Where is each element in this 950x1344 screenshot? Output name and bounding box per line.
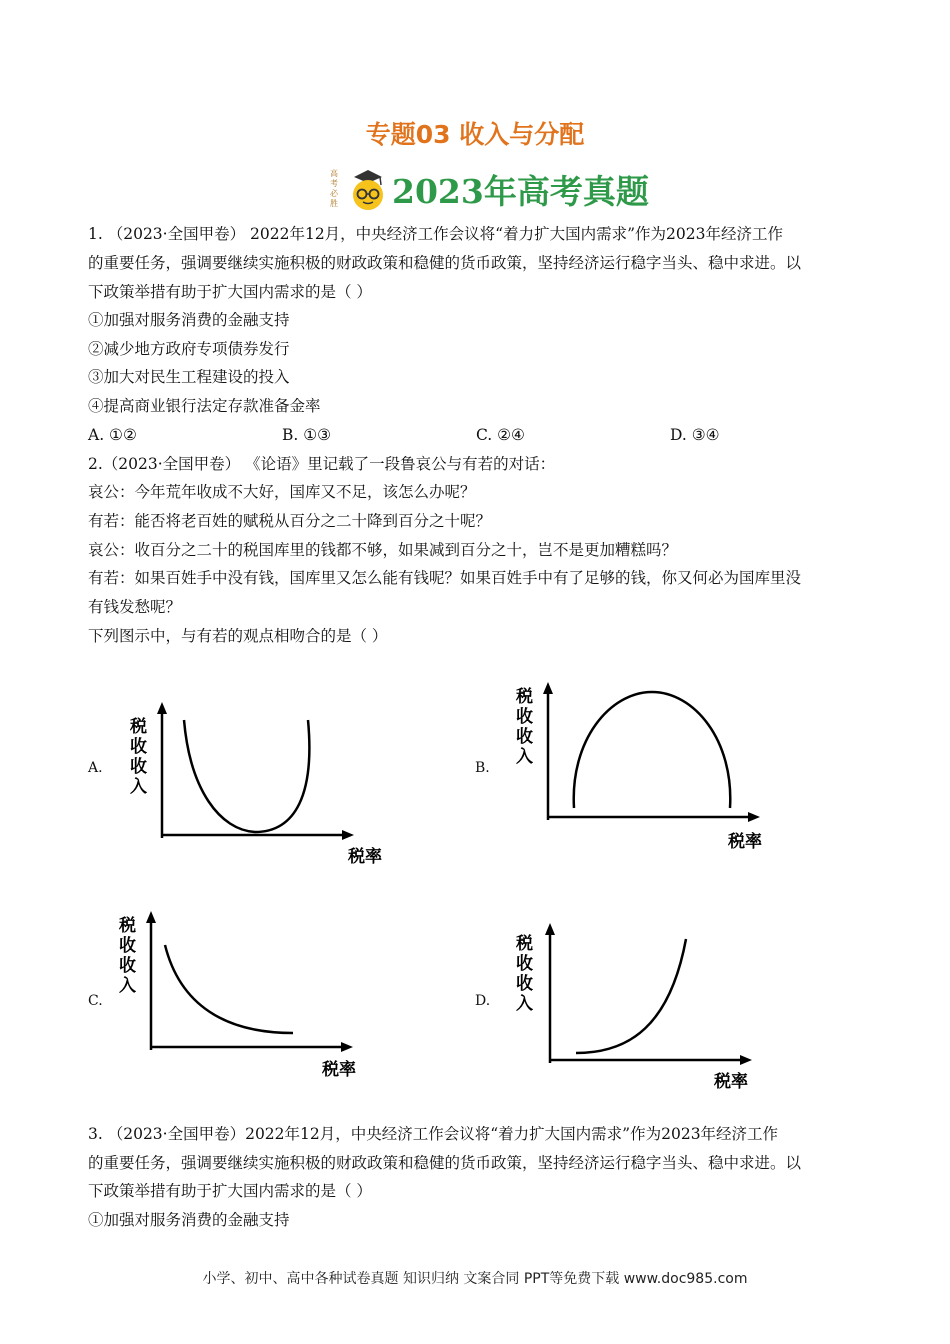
figure-c-ylabel-char: 入 (119, 976, 136, 996)
figure-a-xlabel: 税率 (348, 847, 382, 867)
q2-line: 哀公：收百分之二十的税国库里的钱都不够，如果减到百分之十，岂不是更加糟糕吗？ (88, 541, 678, 559)
figure-c-ylabel-char: 收 (119, 956, 136, 976)
figure-d-ylabel-char: 收 (516, 974, 533, 994)
q1-option-d: D. ③④ (670, 426, 720, 444)
q2-line: 哀公：今年荒年收成不大好，国库又不足，该怎么办呢？ (88, 483, 476, 501)
figure-a-ylabel-char: 入 (130, 777, 147, 797)
figure-a-ylabel-char: 收 (130, 737, 147, 757)
banner-title: 2023年高考真题 (392, 171, 649, 211)
page-title: 专题03 收入与分配 (365, 120, 585, 149)
figure-b-letter: B. (475, 760, 490, 776)
mascot-icon (348, 167, 388, 211)
figure-c-ylabel-char: 税 (119, 916, 136, 936)
q1-line: 1. （2023·全国甲卷） 2022年12月，中央经济工作会议将“着力扩大国内需求”作为2023年经济工作 (88, 225, 783, 243)
q2-line: 有若：能否将老百姓的赋税从百分之二十降到百分之十呢？ (88, 512, 492, 530)
figure-d-ylabel-char: 税 (516, 934, 533, 954)
q3-line: 3. （2023·全国甲卷）2022年12月，中央经济工作会议将“着力扩大国内需求”作为2023年经济工作 (88, 1125, 779, 1143)
figure-d-ylabel-char: 入 (516, 994, 533, 1014)
q1-line: 下政策举措有助于扩大国内需求的是（ ） (88, 283, 372, 301)
figure-d-ylabel-char: 收 (516, 954, 533, 974)
figure-c-xlabel: 税率 (322, 1060, 356, 1080)
figure-c (115, 905, 385, 1085)
page-footer: 小学、初中、高中各种试卷真题 知识归纳 文案合同 PPT等免费下载 www.doc985.com (202, 1271, 748, 1287)
figure-a-ylabel-char: 税 (130, 717, 147, 737)
q1-option-a: A. ①② (88, 426, 137, 444)
q2-line: 有若：如果百姓手中没有钱，国库里又怎么能有钱呢？如果百姓手中有了足够的钱，你又何必为国库里没 (88, 569, 802, 587)
figure-b-ylabel-char: 入 (516, 747, 533, 767)
q3-line: 下政策举措有助于扩大国内需求的是（ ） (88, 1182, 372, 1200)
figure-c-ylabel-char: 收 (119, 936, 136, 956)
q3-line: 的重要任务，强调要继续实施积极的财政政策和稳健的货币政策，坚持经济运行稳字当头、稳中求进。以 (88, 1154, 802, 1172)
figure-d-letter: D. (475, 993, 491, 1009)
figure-b-xlabel: 税率 (728, 832, 762, 852)
figure-b-ylabel-char: 收 (516, 707, 533, 727)
q2-line: 2.（2023·全国甲卷） 《论语》里记载了一段鲁哀公与有若的对话： (88, 455, 556, 473)
q3-item: ①加强对服务消费的金融支持 (88, 1211, 290, 1229)
year-banner (330, 165, 649, 213)
q1-option-b: B. ①③ (282, 426, 332, 444)
figure-a-ylabel-char: 收 (130, 757, 147, 777)
figure-d (510, 915, 790, 1095)
figure-c-letter: C. (88, 993, 103, 1009)
figure-d-xlabel: 税率 (714, 1072, 748, 1092)
q1-item: ①加强对服务消费的金融支持 (88, 311, 290, 329)
q2-line: 有钱发愁呢？ (88, 598, 182, 616)
q1-option-c: C. ②④ (476, 426, 525, 444)
figure-a (120, 700, 400, 870)
q1-item: ③加大对民生工程建设的投入 (88, 368, 290, 386)
q1-item: ④提高商业银行法定存款准备金率 (88, 397, 321, 415)
q2-line: 下列图示中，与有若的观点相吻合的是（ ） (88, 627, 388, 645)
figure-b (510, 680, 790, 860)
q1-item: ②减少地方政府专项债券发行 (88, 340, 290, 358)
figure-b-ylabel-char: 税 (516, 687, 533, 707)
figure-a-letter: A. (88, 760, 103, 776)
q1-line: 的重要任务，强调要继续实施积极的财政政策和稳健的货币政策，坚持经济运行稳字当头、稳中求进。以 (88, 254, 802, 272)
banner-seal: 高考必胜 (330, 169, 338, 208)
figure-b-ylabel-char: 收 (516, 727, 533, 747)
